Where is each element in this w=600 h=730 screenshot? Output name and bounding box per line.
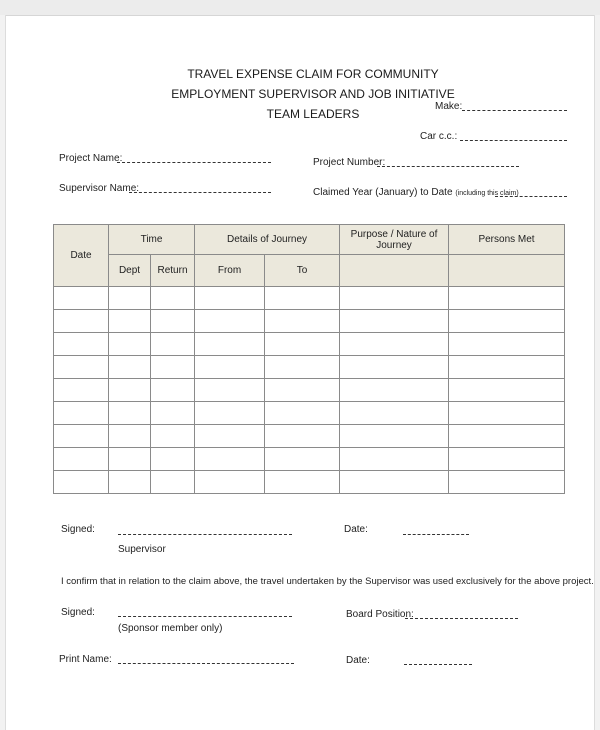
table-cell[interactable]	[340, 287, 449, 310]
table-cell[interactable]	[195, 425, 265, 448]
table-cell[interactable]	[265, 471, 340, 494]
table-cell[interactable]	[151, 448, 195, 471]
date-field-2[interactable]	[404, 664, 472, 665]
table-row	[54, 448, 565, 471]
table-cell[interactable]	[109, 448, 151, 471]
date-field[interactable]	[403, 534, 469, 535]
signed-label-2: Signed:	[61, 607, 95, 618]
car-cc-field[interactable]	[460, 140, 567, 141]
table-cell[interactable]	[340, 448, 449, 471]
header-dept: Dept	[109, 255, 151, 287]
table-cell[interactable]	[151, 379, 195, 402]
table-cell[interactable]	[265, 356, 340, 379]
table-cell[interactable]	[449, 448, 565, 471]
table-cell[interactable]	[340, 333, 449, 356]
table-row	[54, 333, 565, 356]
table-cell[interactable]	[109, 356, 151, 379]
table-cell[interactable]	[109, 333, 151, 356]
table-cell[interactable]	[449, 379, 565, 402]
table-cell[interactable]	[195, 448, 265, 471]
table-cell[interactable]	[151, 425, 195, 448]
board-position-label: Board Position:	[346, 609, 414, 620]
header-return: Return	[151, 255, 195, 287]
header-purpose-blank	[340, 255, 449, 287]
claimed-year-label	[313, 187, 519, 198]
table-cell[interactable]	[265, 425, 340, 448]
journey-table	[53, 224, 565, 494]
title-line-2: EMPLOYMENT SUPERVISOR AND JOB INITIATIVE	[171, 87, 455, 101]
claimed-year-field[interactable]	[495, 196, 567, 197]
project-number-field[interactable]	[377, 166, 519, 167]
table-cell[interactable]	[449, 402, 565, 425]
form-title	[160, 64, 466, 124]
header-journey: Details of Journey	[195, 225, 340, 255]
supervisor-signature-field[interactable]	[118, 534, 292, 535]
sponsor-caption: (Sponsor member only)	[118, 623, 223, 634]
print-name-field[interactable]	[118, 663, 294, 664]
table-row	[54, 402, 565, 425]
table-row	[54, 287, 565, 310]
table-cell[interactable]	[340, 471, 449, 494]
table-cell[interactable]	[109, 471, 151, 494]
header-date: Date	[54, 225, 109, 287]
viewer-right-edge	[594, 15, 600, 730]
table-cell[interactable]	[109, 287, 151, 310]
table-cell[interactable]	[54, 448, 109, 471]
viewer-top-bar	[0, 0, 600, 16]
table-cell[interactable]	[109, 310, 151, 333]
project-name-label: Project Name:	[59, 153, 123, 164]
signed-label: Signed:	[61, 524, 95, 535]
table-cell[interactable]	[449, 333, 565, 356]
car-cc-label: Car c.c.:	[420, 131, 458, 142]
table-cell[interactable]	[54, 287, 109, 310]
header-persons-met: Persons Met	[449, 225, 565, 255]
table-cell[interactable]	[109, 379, 151, 402]
table-cell[interactable]	[449, 471, 565, 494]
print-name-label: Print Name:	[59, 654, 112, 665]
table-cell[interactable]	[151, 402, 195, 425]
table-cell[interactable]	[195, 287, 265, 310]
project-number-label: Project Number:	[313, 157, 386, 168]
table-cell[interactable]	[265, 333, 340, 356]
table-cell[interactable]	[340, 425, 449, 448]
date-label: Date:	[344, 524, 368, 535]
table-cell[interactable]	[340, 379, 449, 402]
table-row	[54, 356, 565, 379]
viewer-left-edge	[0, 15, 6, 730]
table-cell[interactable]	[340, 356, 449, 379]
claimed-year-text: Claimed Year (January) to Date	[313, 187, 453, 198]
table-cell[interactable]	[151, 356, 195, 379]
header-from: From	[195, 255, 265, 287]
claimed-year-note: (including this claim)	[455, 190, 519, 197]
header-time: Time	[109, 225, 195, 255]
table-cell[interactable]	[109, 425, 151, 448]
table-cell[interactable]	[340, 310, 449, 333]
header-purpose: Purpose / Nature of Journey	[340, 225, 449, 255]
table-cell[interactable]	[54, 471, 109, 494]
table-cell[interactable]	[54, 333, 109, 356]
table-cell[interactable]	[109, 402, 151, 425]
table-row	[54, 425, 565, 448]
confirmation-text: I confirm that in relation to the claim above, the travel undertaken by the Supervisor was used exclusively for the above project.	[61, 576, 594, 587]
table-cell[interactable]	[449, 287, 565, 310]
table-cell[interactable]	[54, 425, 109, 448]
supervisor-name-label: Supervisor Name:	[59, 183, 140, 194]
table-cell[interactable]	[54, 379, 109, 402]
table-cell[interactable]	[151, 333, 195, 356]
header-to: To	[265, 255, 340, 287]
table-cell[interactable]	[449, 356, 565, 379]
board-position-field[interactable]	[405, 618, 518, 619]
table-cell[interactable]	[449, 310, 565, 333]
table-cell[interactable]	[195, 402, 265, 425]
table-cell[interactable]	[54, 310, 109, 333]
date-label-2: Date:	[346, 655, 370, 666]
sponsor-signature-field[interactable]	[118, 616, 292, 617]
title-line-1: TRAVEL EXPENSE CLAIM FOR COMMUNITY	[187, 67, 439, 81]
make-label: Make:	[435, 101, 463, 112]
table-cell[interactable]	[195, 333, 265, 356]
table-row	[54, 379, 565, 402]
table-cell[interactable]	[340, 402, 449, 425]
supervisor-caption: Supervisor	[118, 544, 166, 555]
table-cell[interactable]	[195, 471, 265, 494]
supervisor-name-field[interactable]	[129, 192, 271, 193]
table-cell[interactable]	[151, 471, 195, 494]
table-cell[interactable]	[54, 356, 109, 379]
table-row	[54, 310, 565, 333]
table-cell[interactable]	[265, 448, 340, 471]
table-cell[interactable]	[151, 287, 195, 310]
title-line-3: TEAM LEADERS	[266, 107, 360, 121]
project-name-field[interactable]	[117, 162, 271, 163]
make-field[interactable]	[462, 110, 567, 111]
table-cell[interactable]	[449, 425, 565, 448]
table-cell[interactable]	[265, 379, 340, 402]
table-cell[interactable]	[195, 356, 265, 379]
table-cell[interactable]	[195, 379, 265, 402]
header-persons-blank	[449, 255, 565, 287]
table-row	[54, 471, 565, 494]
table-cell[interactable]	[151, 310, 195, 333]
table-cell[interactable]	[265, 402, 340, 425]
table-cell[interactable]	[54, 402, 109, 425]
table-cell[interactable]	[265, 287, 340, 310]
table-cell[interactable]	[195, 310, 265, 333]
table-cell[interactable]	[265, 310, 340, 333]
